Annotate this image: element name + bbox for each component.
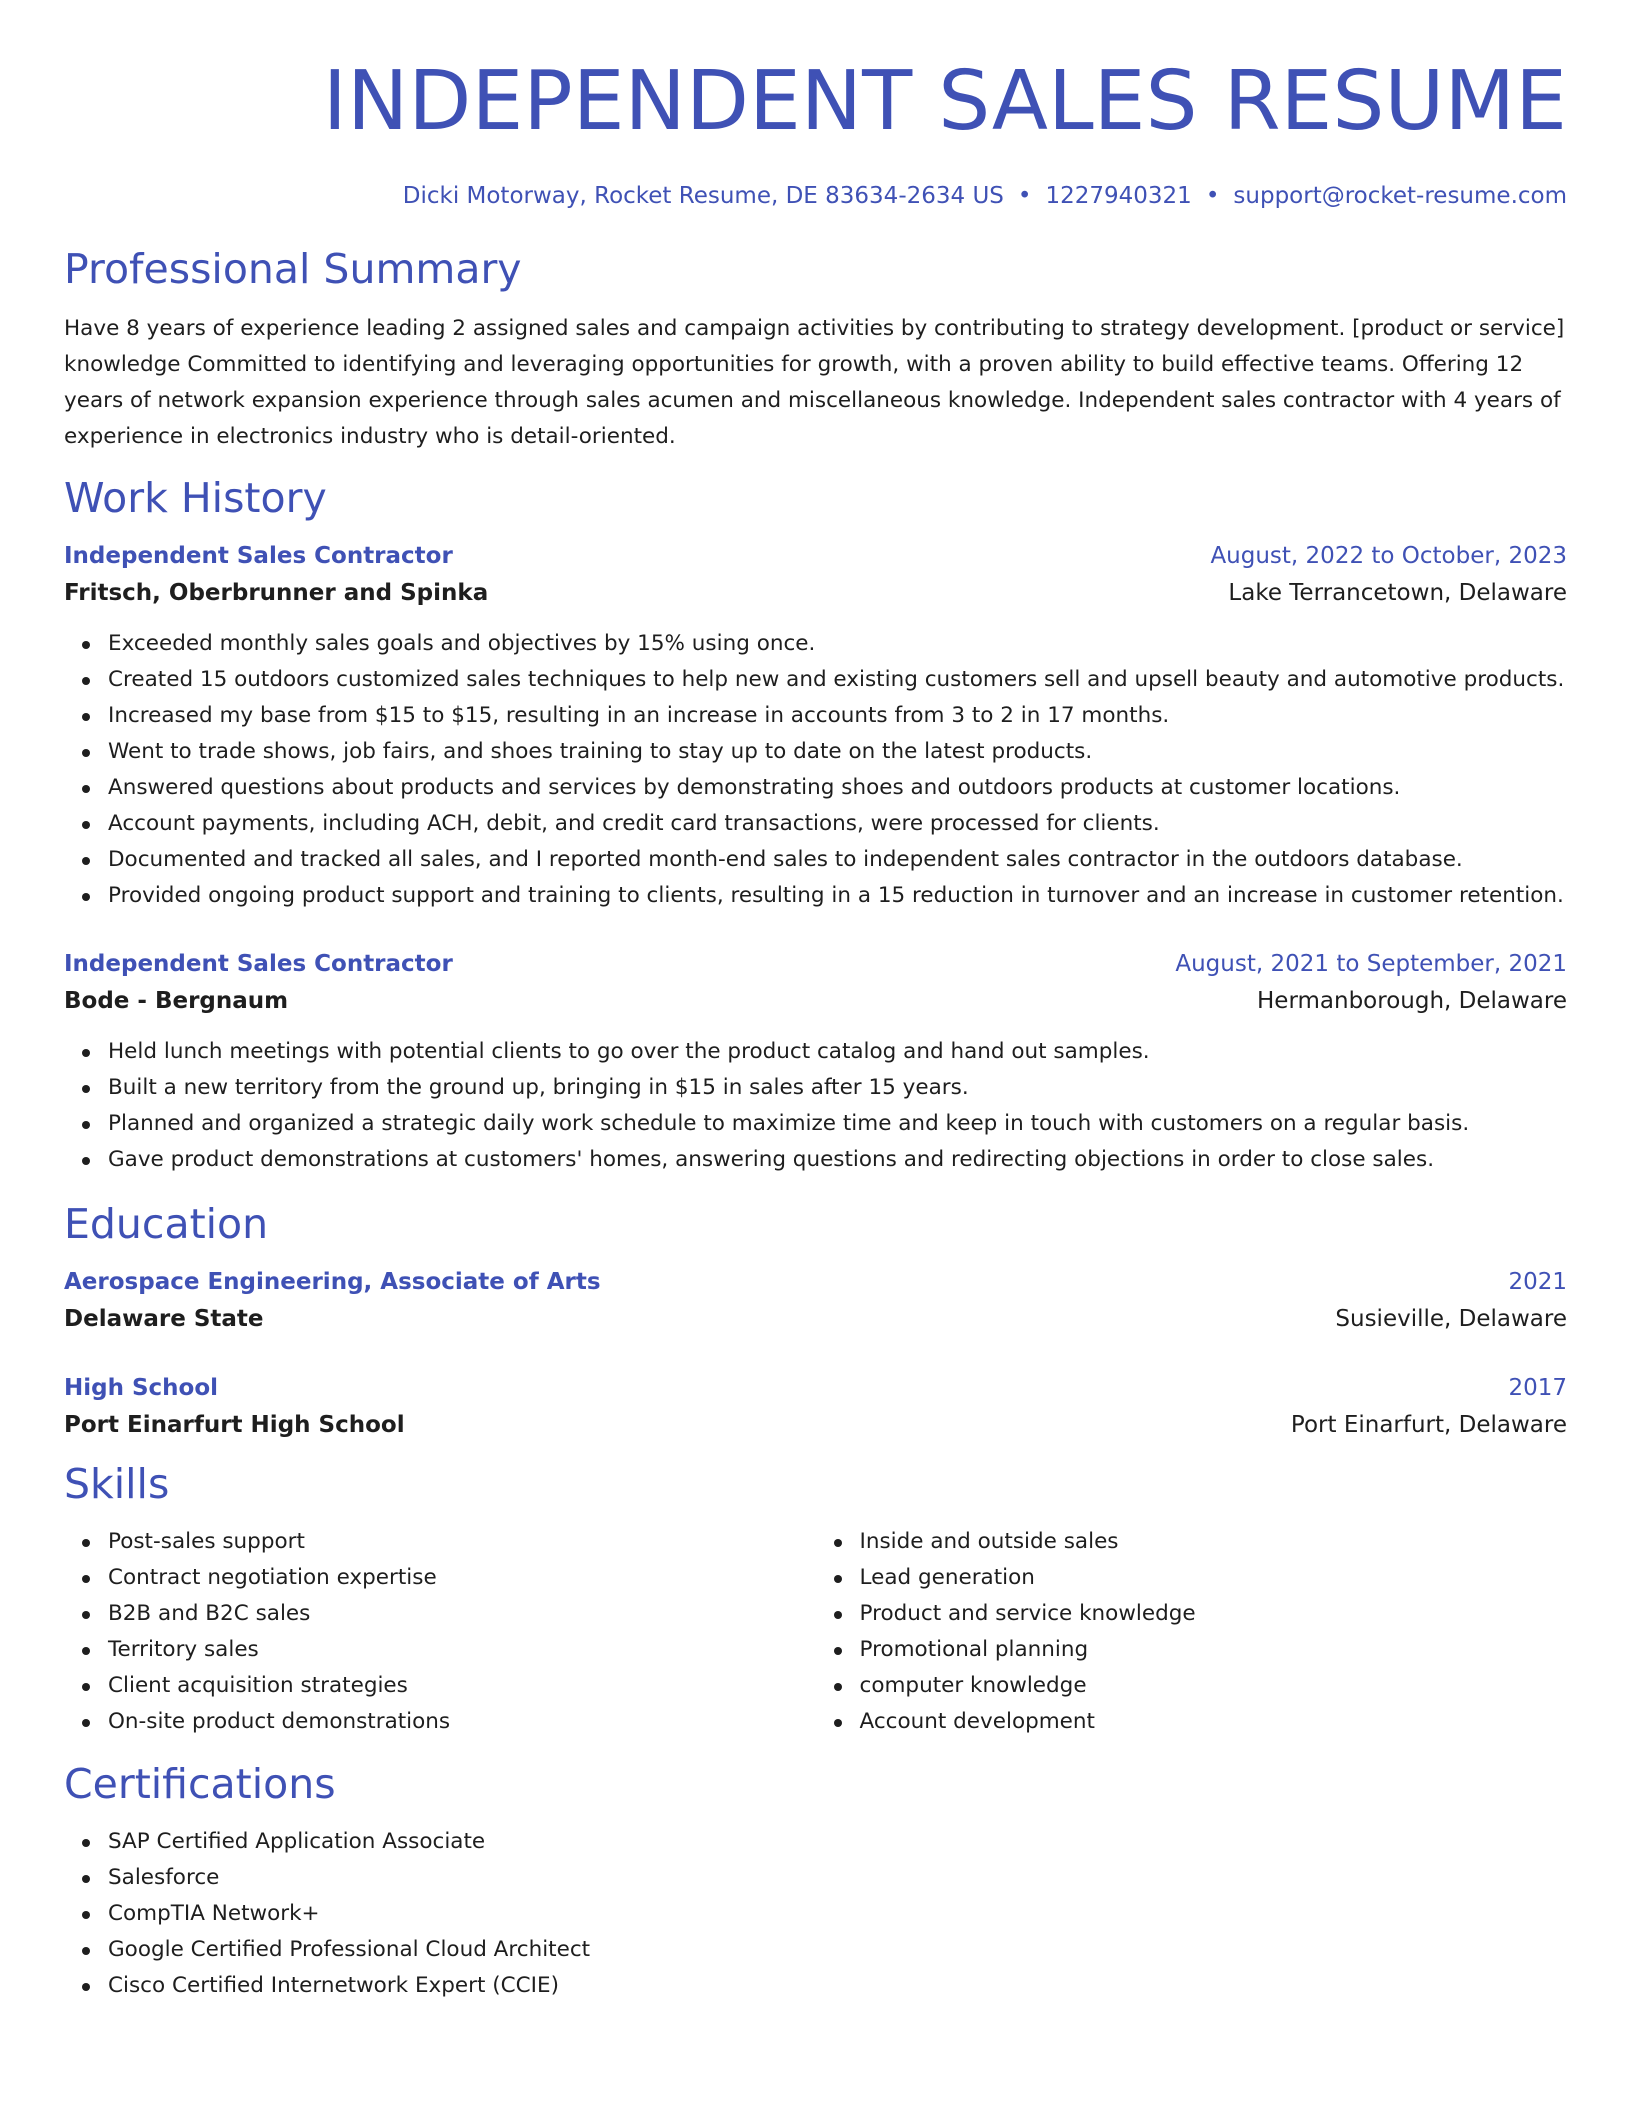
education-header-row [64, 1370, 1567, 1406]
education-heading: Education [64, 1200, 269, 1248]
job-company: Bode - Bergnaum [64, 988, 289, 1014]
job-entry [64, 946, 1567, 1178]
job-location: Hermanborough, Delaware [1257, 988, 1567, 1014]
education-year: 2017 [1508, 1375, 1567, 1401]
certification-item: Google Certified Professional Cloud Architect [108, 1932, 1567, 1968]
education-school-row [64, 1406, 1567, 1444]
education-school-row [64, 1300, 1567, 1338]
job-dates: August, 2022 to October, 2023 [1210, 543, 1567, 569]
skills-heading: Skills [64, 1460, 170, 1508]
skill-item: Territory sales [108, 1632, 816, 1668]
job-company: Fritsch, Oberbrunner and Spinka [64, 580, 489, 606]
skill-item: Lead generation [860, 1560, 1568, 1596]
skill-item: B2B and B2C sales [108, 1596, 816, 1632]
job-entry [64, 538, 1567, 914]
job-bullet: Exceeded monthly sales goals and objectives by 15% using once. [108, 626, 1567, 662]
contact-separator: • [1017, 183, 1032, 209]
contact-line [64, 180, 1567, 212]
job-bullet: Increased my base from $15 to $15, resulting in an increase in accounts from 3 to 2 in 17 months. [108, 698, 1567, 734]
job-bullet: Held lunch meetings with potential clients to go over the product catalog and hand out samples. [108, 1034, 1567, 1070]
certification-item: CompTIA Network+ [108, 1896, 1567, 1932]
job-title: Independent Sales Contractor [64, 543, 453, 569]
contact-address: Dicki Motorway, Rocket Resume, DE 83634-2634 US [402, 183, 1004, 209]
skills-list-right [816, 1524, 1568, 1740]
education-location: Port Einarfurt, Delaware [1290, 1412, 1567, 1438]
skill-item: Contract negotiation expertise [108, 1560, 816, 1596]
education-entry [64, 1370, 1567, 1444]
skill-item: computer knowledge [860, 1668, 1568, 1704]
job-header-row [64, 946, 1567, 982]
skills-list-left [64, 1524, 816, 1740]
education-degree: Aerospace Engineering, Associate of Arts [64, 1269, 601, 1295]
work-history-heading: Work History [64, 474, 327, 522]
job-bullet: Went to trade shows, job fairs, and shoes training to stay up to date on the latest products. [108, 734, 1567, 770]
job-dates: August, 2021 to September, 2021 [1175, 951, 1567, 977]
job-bullet: Created 15 outdoors customized sales techniques to help new and existing customers sell and upsell beauty and automotive products. [108, 662, 1567, 698]
skills-grid [64, 1524, 1567, 1740]
skill-item: Post-sales support [108, 1524, 816, 1560]
job-bullet: Built a new territory from the ground up, bringing in $15 in sales after 15 years. [108, 1070, 1567, 1106]
certification-item: SAP Certified Application Associate [108, 1824, 1567, 1860]
job-bullet: Provided ongoing product support and training to clients, resulting in a 15 reduction in turnover and an increase in customer retention. [108, 878, 1567, 914]
certifications-heading: Certifications [64, 1760, 336, 1808]
contact-phone[interactable]: 1227940321 [1045, 183, 1192, 209]
job-company-row [64, 574, 1567, 612]
summary-heading: Professional Summary [64, 245, 522, 293]
job-bullet: Documented and tracked all sales, and I reported month-end sales to independent sales contractor in the outdoors database. [108, 842, 1567, 878]
certification-item: Salesforce [108, 1860, 1567, 1896]
job-company-row [64, 982, 1567, 1020]
skill-item: Client acquisition strategies [108, 1668, 816, 1704]
contact-email[interactable]: support@rocket-resume.com [1233, 183, 1567, 209]
education-header-row [64, 1264, 1567, 1300]
resume-title: INDEPENDENT SALES RESUME [322, 54, 1567, 149]
certification-item: Cisco Certified Internetwork Expert (CCIE) [108, 1968, 1567, 2004]
certifications-list [64, 1824, 1567, 2004]
skill-item: Product and service knowledge [860, 1596, 1568, 1632]
education-entry [64, 1264, 1567, 1338]
job-title: Independent Sales Contractor [64, 951, 453, 977]
resume-page [64, 50, 1567, 2004]
job-bullets [64, 1034, 1567, 1178]
skill-item: Inside and outside sales [860, 1524, 1568, 1560]
job-bullet: Gave product demonstrations at customers' homes, answering questions and redirecting objections in order to close sales. [108, 1142, 1567, 1178]
education-school: Delaware State [64, 1306, 264, 1332]
education-location: Susieville, Delaware [1335, 1306, 1567, 1332]
education-degree: High School [64, 1375, 219, 1401]
job-header-row [64, 538, 1567, 574]
education-year: 2021 [1508, 1269, 1567, 1295]
job-bullets [64, 626, 1567, 914]
job-bullet: Planned and organized a strategic daily work schedule to maximize time and keep in touch with customers on a regular basis. [108, 1106, 1567, 1142]
skill-item: On-site product demonstrations [108, 1704, 816, 1740]
job-bullet: Account payments, including ACH, debit, and credit card transactions, were processed for clients. [108, 806, 1567, 842]
summary-text: Have 8 years of experience leading 2 assigned sales and campaign activities by contributing to strategy development. [product or service] knowledge Committed to identifying and leveraging opportunities for growth, with a proven ability to build effective teams. Offering 12 years of network expansion experience through sales acumen and miscellaneous knowledge. Independent sales contractor with 4 years of experience in electronics industry who is detail-oriented. [64, 316, 1565, 449]
skill-item: Account development [860, 1704, 1568, 1740]
contact-separator: • [1205, 183, 1220, 209]
job-bullet: Answered questions about products and services by demonstrating shoes and outdoors products at customer locations. [108, 770, 1567, 806]
education-school: Port Einarfurt High School [64, 1412, 405, 1438]
skill-item: Promotional planning [860, 1632, 1568, 1668]
job-location: Lake Terrancetown, Delaware [1228, 580, 1567, 606]
